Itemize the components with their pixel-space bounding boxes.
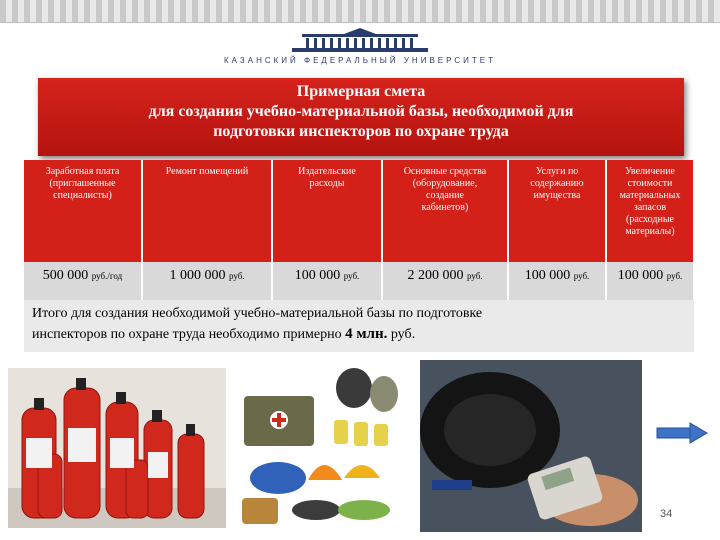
header-cell-salary [24, 160, 142, 262]
header-label-line: Издательские [298, 166, 356, 177]
value-cell [24, 262, 142, 300]
header-label-line: содержанию [530, 178, 584, 189]
header-label-line: создание [426, 190, 464, 201]
header-cell-services [508, 160, 606, 262]
header-label-line: (оборудование, [412, 178, 478, 189]
header-cell-fixed-assets [382, 160, 508, 262]
table-header-row [24, 160, 694, 262]
title-line-3: подготовки инспекторов по охране труда [213, 123, 509, 140]
table-total-row [24, 300, 694, 352]
header-label-line: расходы [309, 178, 345, 189]
fire-extinguishers-photo [8, 368, 226, 528]
total-line-1: Итого для создания необходимой учебно-материальной базы по подготовке [32, 306, 483, 321]
value-amount: 1 000 000 [169, 268, 226, 283]
title-line-1: Примерная смета [296, 83, 426, 100]
value-cell [142, 262, 272, 300]
header-label-line: (приглашенные [49, 178, 116, 189]
header-cell-repair [142, 160, 272, 262]
header-label-line: (расходные [625, 214, 674, 225]
protective-equipment-photo [234, 360, 412, 532]
header-cell-publishing [272, 160, 382, 262]
value-amount: 100 000 [617, 268, 664, 283]
total-unit: руб. [390, 327, 416, 342]
value-unit: руб. [228, 271, 245, 281]
header-label-line: стоимости [627, 178, 673, 189]
header-cell-materials [606, 160, 694, 262]
value-cell [272, 262, 382, 300]
header-label-line: Ремонт помещений [165, 166, 249, 177]
total-amount: 4 млн. [345, 326, 388, 342]
value-unit: руб. [573, 271, 590, 281]
university-logo [0, 22, 720, 74]
value-amount: 2 200 000 [407, 268, 464, 283]
value-unit: руб. [666, 271, 683, 281]
value-amount: 100 000 [294, 268, 341, 283]
header-label-line: имущества [533, 190, 581, 201]
value-unit: руб. [343, 271, 360, 281]
university-name: КАЗАНСКИЙ ФЕДЕРАЛЬНЫЙ УНИВЕРСИТЕТ [224, 56, 496, 65]
header-label-line: Увеличение [624, 166, 675, 177]
value-unit: руб./год [91, 271, 123, 281]
total-line-2 [32, 324, 686, 345]
cost-estimate-table [24, 160, 695, 352]
measuring-device-photo [420, 360, 642, 532]
decorative-top-band [0, 0, 720, 23]
header-label-line: материалы) [625, 226, 675, 237]
total-cell [24, 300, 694, 352]
value-amount: 100 000 [524, 268, 571, 283]
value-cell [508, 262, 606, 300]
value-cell [606, 262, 694, 300]
table-values-row [24, 262, 694, 300]
header-label-line: кабинетов) [421, 202, 469, 213]
page-number: 34 [660, 508, 673, 520]
value-amount: 500 000 [42, 268, 89, 283]
next-arrow-icon[interactable] [656, 422, 708, 444]
university-building-icon [292, 28, 428, 52]
header-label-line: Заработная плата [45, 166, 120, 177]
value-unit: руб. [466, 271, 483, 281]
header-label-line: специалисты) [53, 190, 112, 201]
header-label-line: запасов [633, 202, 667, 213]
header-label-line: материальных [619, 190, 681, 201]
header-label-line: Услуги по [535, 166, 579, 177]
slide-title [38, 78, 684, 156]
value-cell [382, 262, 508, 300]
title-line-2: для создания учебно-материальной базы, необходимой для [148, 103, 574, 120]
header-label-line: Основные средства [403, 166, 487, 177]
total-line-2-text: инспекторов по охране труда необходимо примерно [32, 327, 342, 342]
